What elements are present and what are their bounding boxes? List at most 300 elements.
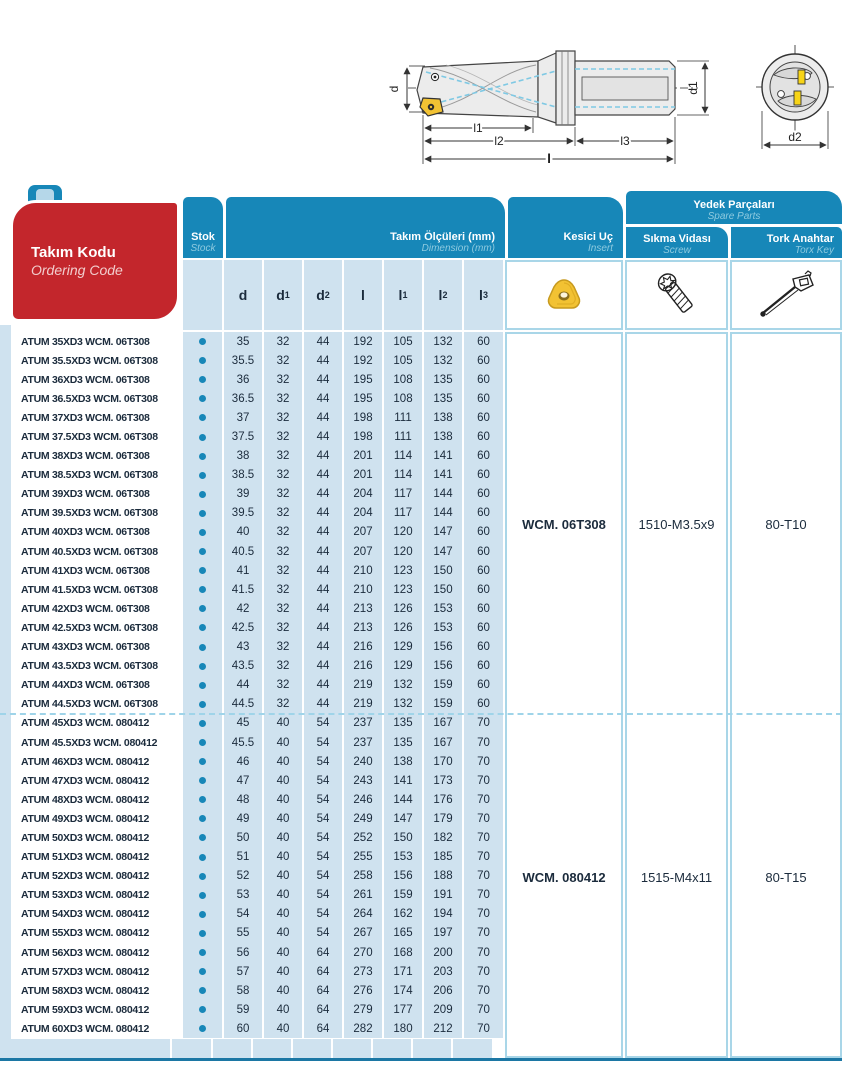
stock-dot: [199, 414, 206, 421]
row-dim-1: 40: [264, 981, 302, 1000]
row-dim-6: 60: [464, 389, 503, 408]
stock-dot: [199, 472, 206, 479]
row-dim-1: 40: [264, 771, 302, 790]
stock-column-header: [183, 197, 223, 258]
row-dim-6: 60: [464, 638, 503, 657]
row-dim-6: 60: [464, 447, 503, 466]
row-dim-0: 54: [224, 905, 262, 924]
row-dim-6: 70: [464, 905, 503, 924]
table-row: [11, 351, 503, 370]
table-bottom-border: [0, 1058, 842, 1061]
row-dim-6: 70: [464, 924, 503, 943]
row-dim-3: 210: [344, 580, 382, 599]
row-dim-4: 111: [384, 427, 422, 446]
row-stock-cell: [183, 867, 222, 886]
row-dim-4: 135: [384, 714, 422, 733]
row-dim-6: 70: [464, 771, 503, 790]
row-stock-cell: [183, 638, 222, 657]
row-dim-1: 32: [264, 695, 302, 714]
row-dim-2: 64: [304, 943, 342, 962]
row-dim-5: 138: [424, 408, 462, 427]
row-stock-cell: [183, 733, 222, 752]
row-code: ATUM 42.5XD3 WCM. 06T308: [11, 618, 181, 637]
row-dim-3: 270: [344, 943, 382, 962]
table-row: [11, 886, 503, 905]
row-dim-5: 176: [424, 790, 462, 809]
row-dim-6: 60: [464, 408, 503, 427]
row-dim-5: 150: [424, 561, 462, 580]
row-dim-0: 48: [224, 790, 262, 809]
row-code: ATUM 51XD3 WCM. 080412: [11, 848, 181, 867]
row-dim-2: 54: [304, 828, 342, 847]
row-dim-2: 44: [304, 485, 342, 504]
dim-label-l: l: [547, 151, 551, 166]
row-dim-1: 40: [264, 867, 302, 886]
row-stock-cell: [183, 504, 222, 523]
row-dim-2: 44: [304, 370, 342, 389]
stock-dot: [199, 586, 206, 593]
row-code: ATUM 39.5XD3 WCM. 06T308: [11, 504, 181, 523]
row-code: ATUM 35XD3 WCM. 06T308: [11, 332, 181, 351]
table-row: [11, 599, 503, 618]
stock-dot: [199, 644, 206, 651]
row-code: ATUM 42XD3 WCM. 06T308: [11, 599, 181, 618]
row-dim-5: 194: [424, 905, 462, 924]
row-dim-4: 177: [384, 1000, 422, 1019]
row-dim-6: 70: [464, 1019, 503, 1038]
stock-dot: [199, 357, 206, 364]
row-dim-3: 195: [344, 370, 382, 389]
row-dim-4: 117: [384, 504, 422, 523]
row-stock-cell: [183, 466, 222, 485]
row-dim-3: 207: [344, 542, 382, 561]
row-code: ATUM 41XD3 WCM. 06T308: [11, 561, 181, 580]
row-dim-0: 59: [224, 1000, 262, 1019]
row-dim-3: 240: [344, 752, 382, 771]
torx_key-group-value: 80-T15: [765, 869, 807, 885]
table-row: [11, 580, 503, 599]
row-dim-5: 188: [424, 867, 462, 886]
table-row: [11, 389, 503, 408]
table-row: [11, 790, 503, 809]
group-divider-line: [0, 713, 842, 715]
dim-col-header-l: l: [344, 260, 382, 330]
row-dim-2: 44: [304, 618, 342, 637]
row-dim-3: 279: [344, 1000, 382, 1019]
row-dim-0: 38: [224, 447, 262, 466]
row-dim-0: 52: [224, 867, 262, 886]
row-stock-cell: [183, 427, 222, 446]
row-dim-4: 105: [384, 332, 422, 351]
row-stock-cell: [183, 809, 222, 828]
filler-cell: [373, 1039, 411, 1058]
screw-label-en: Screw: [663, 245, 691, 256]
row-dim-2: 44: [304, 408, 342, 427]
row-dim-0: 40.5: [224, 542, 262, 561]
row-dim-4: 135: [384, 733, 422, 752]
insert-label-tr: Kesici Uç: [563, 231, 613, 243]
screw-icon: [652, 269, 702, 321]
row-dim-4: 138: [384, 752, 422, 771]
row-dim-4: 108: [384, 370, 422, 389]
insert-column-header: [508, 197, 623, 258]
row-dim-2: 44: [304, 599, 342, 618]
row-code: ATUM 45XD3 WCM. 080412: [11, 714, 181, 733]
row-code: ATUM 60XD3 WCM. 080412: [11, 1019, 181, 1038]
row-code: ATUM 52XD3 WCM. 080412: [11, 867, 181, 886]
row-dim-1: 32: [264, 427, 302, 446]
row-code: ATUM 54XD3 WCM. 080412: [11, 905, 181, 924]
stock-dot: [199, 892, 206, 899]
table-row: [11, 561, 503, 580]
row-dim-6: 60: [464, 504, 503, 523]
row-dim-3: 198: [344, 427, 382, 446]
row-dim-2: 54: [304, 733, 342, 752]
row-stock-cell: [183, 599, 222, 618]
row-dim-6: 70: [464, 886, 503, 905]
row-dim-1: 32: [264, 389, 302, 408]
row-dim-0: 38.5: [224, 466, 262, 485]
stock-dot: [199, 376, 206, 383]
table-row: [11, 466, 503, 485]
table-row: [11, 943, 503, 962]
row-code: ATUM 56XD3 WCM. 080412: [11, 943, 181, 962]
row-dim-3: 267: [344, 924, 382, 943]
row-stock-cell: [183, 695, 222, 714]
row-dim-0: 41: [224, 561, 262, 580]
row-dim-4: 144: [384, 790, 422, 809]
row-dim-1: 32: [264, 332, 302, 351]
row-dim-1: 40: [264, 790, 302, 809]
stock-dot: [199, 701, 206, 708]
stock-dot: [199, 395, 206, 402]
row-dim-1: 32: [264, 638, 302, 657]
row-dim-5: 138: [424, 427, 462, 446]
row-dim-3: 192: [344, 351, 382, 370]
row-dim-1: 32: [264, 657, 302, 676]
row-dim-6: 60: [464, 657, 503, 676]
row-stock-cell: [183, 1019, 222, 1038]
dim-label-d1: d1: [686, 81, 700, 95]
row-dim-2: 54: [304, 905, 342, 924]
row-stock-cell: [183, 523, 222, 542]
row-dim-0: 44.5: [224, 695, 262, 714]
row-dim-5: 153: [424, 599, 462, 618]
table-row: [11, 809, 503, 828]
row-dim-6: 70: [464, 714, 503, 733]
table-row: [11, 1019, 503, 1038]
table-row: [11, 618, 503, 637]
row-dim-0: 49: [224, 809, 262, 828]
row-dim-3: 255: [344, 848, 382, 867]
row-dim-5: 150: [424, 580, 462, 599]
stock-dot: [199, 453, 206, 460]
stock-dot: [199, 1025, 206, 1032]
dim-label-l2: l2: [494, 134, 504, 148]
row-dim-5: 197: [424, 924, 462, 943]
table-row: [11, 370, 503, 389]
insert-group-value: WCM. 080412: [522, 869, 606, 885]
row-code: ATUM 37.5XD3 WCM. 06T308: [11, 427, 181, 446]
row-dim-6: 60: [464, 427, 503, 446]
filler-cell: [172, 1039, 211, 1058]
row-dim-5: 144: [424, 504, 462, 523]
stock-dot: [199, 720, 206, 727]
row-stock-cell: [183, 676, 222, 695]
stock-dot: [199, 548, 206, 555]
dim-label-d2: d2: [788, 130, 802, 144]
row-dim-3: 264: [344, 905, 382, 924]
row-dim-2: 44: [304, 351, 342, 370]
stock-dot: [199, 796, 206, 803]
row-code: ATUM 40.5XD3 WCM. 06T308: [11, 542, 181, 561]
row-dim-4: 132: [384, 695, 422, 714]
stock-dot: [199, 434, 206, 441]
row-stock-cell: [183, 752, 222, 771]
row-dim-3: 201: [344, 447, 382, 466]
row-dim-6: 70: [464, 790, 503, 809]
row-dim-5: 141: [424, 466, 462, 485]
table-row: [11, 427, 503, 446]
row-dim-0: 56: [224, 943, 262, 962]
row-dim-1: 40: [264, 714, 302, 733]
row-dim-3: 249: [344, 809, 382, 828]
row-dim-0: 45: [224, 714, 262, 733]
stock-dot: [199, 930, 206, 937]
row-dim-6: 70: [464, 867, 503, 886]
row-dim-6: 60: [464, 599, 503, 618]
table-row: [11, 695, 503, 714]
row-stock-cell: [183, 370, 222, 389]
row-dim-3: 213: [344, 599, 382, 618]
row-dim-0: 36.5: [224, 389, 262, 408]
filler-cell: [0, 1039, 170, 1058]
row-dim-1: 40: [264, 848, 302, 867]
spare-parts-header: [626, 191, 842, 224]
row-dim-2: 64: [304, 1019, 342, 1038]
row-dim-0: 43: [224, 638, 262, 657]
row-dim-0: 45.5: [224, 733, 262, 752]
row-dim-0: 53: [224, 886, 262, 905]
row-stock-cell: [183, 790, 222, 809]
table-left-edge: [0, 325, 11, 1058]
row-dim-1: 32: [264, 580, 302, 599]
row-dim-4: 111: [384, 408, 422, 427]
row-dim-1: 32: [264, 504, 302, 523]
row-dim-6: 70: [464, 733, 503, 752]
row-dim-5: 132: [424, 332, 462, 351]
row-dim-4: 162: [384, 905, 422, 924]
stock-dot: [199, 968, 206, 975]
torx-key-photo-cell: [730, 260, 842, 330]
row-dim-1: 40: [264, 905, 302, 924]
row-dim-3: 246: [344, 790, 382, 809]
row-dim-4: 129: [384, 638, 422, 657]
row-code: ATUM 37XD3 WCM. 06T308: [11, 408, 181, 427]
row-dim-1: 32: [264, 485, 302, 504]
row-stock-cell: [183, 389, 222, 408]
row-dim-6: 60: [464, 485, 503, 504]
row-dim-0: 55: [224, 924, 262, 943]
row-dim-2: 44: [304, 561, 342, 580]
row-dim-4: 171: [384, 962, 422, 981]
row-dim-1: 40: [264, 1019, 302, 1038]
row-dim-2: 54: [304, 809, 342, 828]
row-stock-cell: [183, 580, 222, 599]
filler-cell: [413, 1039, 451, 1058]
row-dim-1: 40: [264, 809, 302, 828]
row-dim-6: 70: [464, 981, 503, 1000]
row-stock-cell: [183, 962, 222, 981]
table-row: [11, 962, 503, 981]
row-dim-3: 219: [344, 676, 382, 695]
row-dim-6: 70: [464, 943, 503, 962]
row-dim-3: 219: [344, 695, 382, 714]
row-stock-cell: [183, 408, 222, 427]
row-dim-2: 44: [304, 447, 342, 466]
row-code: ATUM 35.5XD3 WCM. 06T308: [11, 351, 181, 370]
row-code: ATUM 44.5XD3 WCM. 06T308: [11, 695, 181, 714]
row-dim-2: 54: [304, 848, 342, 867]
table-row: [11, 523, 503, 542]
row-dim-5: 156: [424, 657, 462, 676]
table-row: [11, 676, 503, 695]
row-dim-6: 60: [464, 580, 503, 599]
row-dim-3: 207: [344, 523, 382, 542]
screw-column-header: [626, 227, 728, 258]
table-row: [11, 1000, 503, 1019]
row-dim-3: 192: [344, 332, 382, 351]
row-dim-4: 126: [384, 618, 422, 637]
stock-dot: [199, 949, 206, 956]
row-dim-2: 64: [304, 1000, 342, 1019]
table-row: [11, 447, 503, 466]
row-stock-cell: [183, 943, 222, 962]
stock-dot: [199, 758, 206, 765]
table-row: [11, 981, 503, 1000]
row-dim-2: 54: [304, 924, 342, 943]
row-dim-5: 153: [424, 618, 462, 637]
insert-value-column: [505, 332, 623, 1058]
row-dim-5: 170: [424, 752, 462, 771]
stock-dot: [199, 1006, 206, 1013]
row-code: ATUM 43XD3 WCM. 06T308: [11, 638, 181, 657]
row-dim-4: 141: [384, 771, 422, 790]
filler-cell: [213, 1039, 251, 1058]
stock-label-en: Stock: [190, 243, 216, 254]
row-dim-0: 37.5: [224, 427, 262, 446]
row-dim-5: 132: [424, 351, 462, 370]
dim-col-header-d1: d 1: [264, 260, 302, 330]
row-dim-2: 54: [304, 886, 342, 905]
row-code: ATUM 45.5XD3 WCM. 080412: [11, 733, 181, 752]
stock-dot: [199, 815, 206, 822]
row-dim-3: 237: [344, 733, 382, 752]
screw-label-tr: Sıkma Vidası: [643, 233, 711, 245]
dim-col-header-d2: d 2: [304, 260, 342, 330]
row-dim-6: 70: [464, 809, 503, 828]
dim-col-header-d: d: [224, 260, 262, 330]
dim-label-l3: l3: [620, 134, 630, 148]
table-row: [11, 867, 503, 886]
row-dim-5: 167: [424, 714, 462, 733]
row-dim-5: 141: [424, 447, 462, 466]
row-dim-0: 35: [224, 332, 262, 351]
table-row: [11, 638, 503, 657]
row-dim-4: 165: [384, 924, 422, 943]
row-dim-5: 135: [424, 370, 462, 389]
torx_key-group-value: 80-T10: [765, 516, 807, 532]
row-dim-4: 129: [384, 657, 422, 676]
row-dim-0: 37: [224, 408, 262, 427]
row-stock-cell: [183, 351, 222, 370]
table-row: [11, 752, 503, 771]
row-dim-4: 114: [384, 447, 422, 466]
row-code: ATUM 36.5XD3 WCM. 06T308: [11, 389, 181, 408]
row-dim-6: 70: [464, 848, 503, 867]
table-row: [11, 714, 503, 733]
row-dim-2: 44: [304, 523, 342, 542]
screw-photo-cell: [625, 260, 728, 330]
torx-key-column-header: [731, 227, 842, 258]
row-dim-0: 44: [224, 676, 262, 695]
table-row: [11, 485, 503, 504]
stock-dot: [199, 338, 206, 345]
row-dim-1: 32: [264, 370, 302, 389]
row-dim-4: 123: [384, 580, 422, 599]
row-code: ATUM 47XD3 WCM. 080412: [11, 771, 181, 790]
dim-label-l1: l1: [473, 121, 483, 135]
stock-dot: [199, 911, 206, 918]
insert-photo-cell: [505, 260, 623, 330]
row-dim-5: 191: [424, 886, 462, 905]
row-dim-5: 167: [424, 733, 462, 752]
row-dim-6: 60: [464, 370, 503, 389]
dimensions-header: [226, 197, 505, 258]
row-dim-2: 44: [304, 504, 342, 523]
insert-label-en: Insert: [587, 243, 613, 254]
row-dim-4: 147: [384, 809, 422, 828]
row-dim-0: 60: [224, 1019, 262, 1038]
row-dim-2: 44: [304, 676, 342, 695]
row-dim-5: 203: [424, 962, 462, 981]
row-dim-0: 40: [224, 523, 262, 542]
dimensions-label-en: Dimension (mm): [421, 243, 495, 254]
row-dim-6: 60: [464, 561, 503, 580]
row-dim-6: 60: [464, 351, 503, 370]
row-dim-0: 50: [224, 828, 262, 847]
row-dim-4: 114: [384, 466, 422, 485]
torx-key-value-column: [730, 332, 842, 1058]
row-code: ATUM 41.5XD3 WCM. 06T308: [11, 580, 181, 599]
row-dim-0: 51: [224, 848, 262, 867]
row-dim-5: 209: [424, 1000, 462, 1019]
ordering-code-header: [10, 200, 180, 322]
torx-key-label-tr: Tork Anahtar: [766, 233, 834, 245]
row-dim-2: 44: [304, 466, 342, 485]
row-dim-1: 40: [264, 752, 302, 771]
row-dim-3: 258: [344, 867, 382, 886]
row-dim-3: 273: [344, 962, 382, 981]
row-dim-5: 147: [424, 523, 462, 542]
row-dim-0: 42: [224, 599, 262, 618]
row-dim-2: 44: [304, 427, 342, 446]
stock-dot: [199, 529, 206, 536]
table-row: [11, 657, 503, 676]
row-dim-6: 70: [464, 962, 503, 981]
row-dim-3: 204: [344, 485, 382, 504]
stock-dot: [199, 834, 206, 841]
